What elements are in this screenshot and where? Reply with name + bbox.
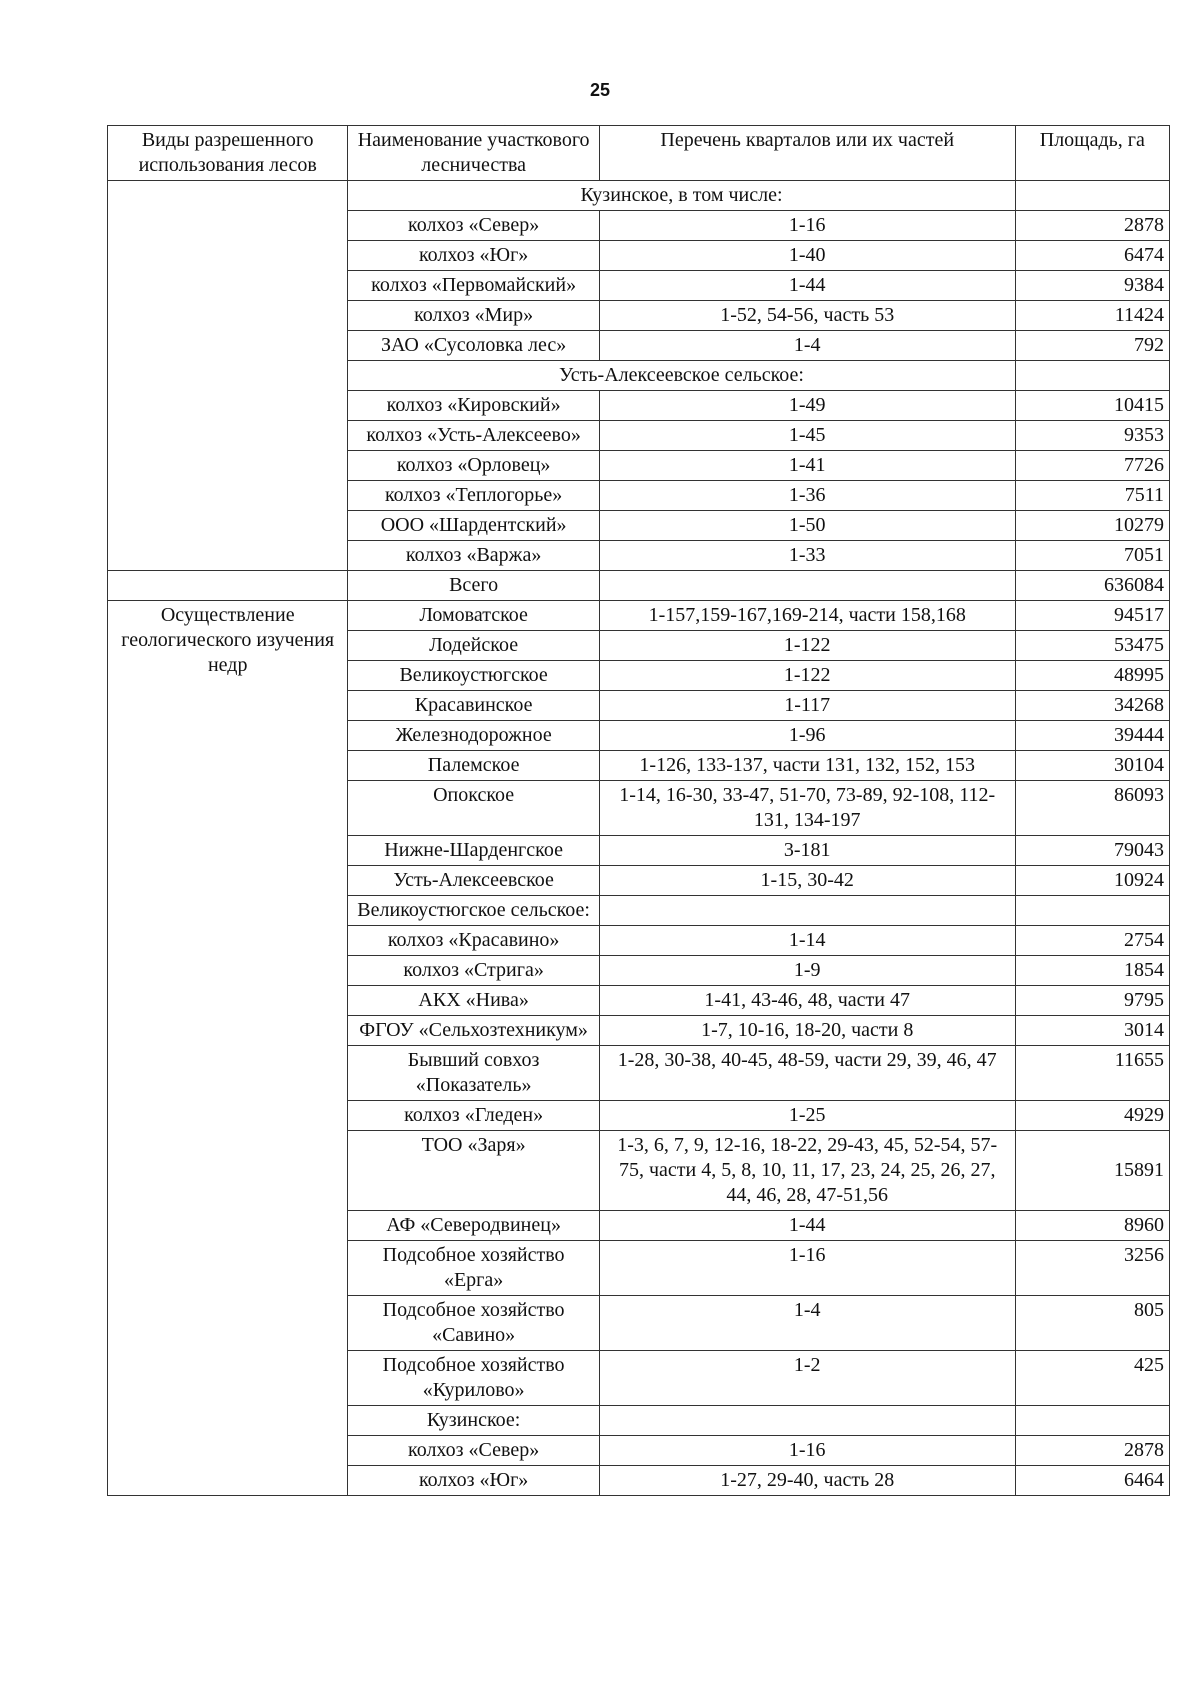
quarters-cell bbox=[599, 896, 1015, 926]
area-cell: 1854 bbox=[1015, 956, 1169, 986]
subsection-title: Кузинское: bbox=[348, 1406, 599, 1436]
quarters-cell: 1-2 bbox=[599, 1351, 1015, 1406]
name-cell: колхоз «Стрига» bbox=[348, 956, 599, 986]
header-quarters: Перечень кварталов или их частей bbox=[599, 126, 1015, 181]
area-cell: 9384 bbox=[1015, 271, 1169, 301]
name-cell: АКХ «Нива» bbox=[348, 986, 599, 1016]
section-row bbox=[108, 181, 1170, 211]
quarters-cell: 1-4 bbox=[599, 331, 1015, 361]
quarters-cell: 1-36 bbox=[599, 481, 1015, 511]
name-cell: АФ «Северодвинец» bbox=[348, 1211, 599, 1241]
area-cell: 11655 bbox=[1015, 1046, 1169, 1101]
area-cell: 8960 bbox=[1015, 1211, 1169, 1241]
quarters-cell: 1-14, 16-30, 33-47, 51-70, 73-89, 92-108, 112-131, 134-197 bbox=[599, 781, 1015, 836]
name-cell: Железнодорожное bbox=[348, 721, 599, 751]
quarters-cell: 1-25 bbox=[599, 1101, 1015, 1131]
name-cell: Подсобное хозяйство «Савино» bbox=[348, 1296, 599, 1351]
quarters-cell: 1-40 bbox=[599, 241, 1015, 271]
name-cell: Усть-Алексеевское bbox=[348, 866, 599, 896]
area-cell: 2754 bbox=[1015, 926, 1169, 956]
area-cell: 9353 bbox=[1015, 421, 1169, 451]
name-cell: колхоз «Усть-Алексеево» bbox=[348, 421, 599, 451]
page-number: 25 bbox=[589, 80, 611, 100]
quarters-cell: 1-16 bbox=[599, 1436, 1015, 1466]
area-cell: 10415 bbox=[1015, 391, 1169, 421]
section-title: Кузинское, в том числе: bbox=[348, 181, 1015, 211]
header-use: Виды разрешенного использования лесов bbox=[108, 126, 348, 181]
name-cell: Великоустюгское bbox=[348, 661, 599, 691]
use-cell-empty bbox=[108, 571, 348, 601]
forest-use-table bbox=[107, 125, 1170, 1496]
name-cell: Подсобное хозяйство «Ерга» bbox=[348, 1241, 599, 1296]
quarters-cell: 1-122 bbox=[599, 631, 1015, 661]
quarters-cell bbox=[599, 571, 1015, 601]
table-header-row bbox=[108, 126, 1170, 181]
area-cell: 9795 bbox=[1015, 986, 1169, 1016]
quarters-cell: 1-3, 6, 7, 9, 12-16, 18-22, 29-43, 45, 52-54, 57-75, части 4, 5, 8, 10, 11, 17, 23, 24, 25, 26, 27, 44, 46, 28, 47-51,56 bbox=[599, 1131, 1015, 1211]
quarters-cell: 1-16 bbox=[599, 1241, 1015, 1296]
name-cell: колхоз «Гледен» bbox=[348, 1101, 599, 1131]
area-cell: 53475 bbox=[1015, 631, 1169, 661]
name-cell: колхоз «Север» bbox=[348, 1436, 599, 1466]
quarters-cell: 1-126, 133-137, части 131, 132, 152, 153 bbox=[599, 751, 1015, 781]
name-cell: колхоз «Варжа» bbox=[348, 541, 599, 571]
subsection-title: Великоустюгское сельское: bbox=[348, 896, 599, 926]
area-cell bbox=[1015, 181, 1169, 211]
total-area: 636084 bbox=[1015, 571, 1169, 601]
area-cell bbox=[1015, 1406, 1169, 1436]
area-cell bbox=[1015, 361, 1169, 391]
quarters-cell: 1-41, 43-46, 48, части 47 bbox=[599, 986, 1015, 1016]
area-cell: 11424 bbox=[1015, 301, 1169, 331]
quarters-cell: 1-52, 54-56, часть 53 bbox=[599, 301, 1015, 331]
quarters-cell: 1-16 bbox=[599, 211, 1015, 241]
area-cell: 2878 bbox=[1015, 1436, 1169, 1466]
total-row bbox=[108, 571, 1170, 601]
quarters-cell: 1-50 bbox=[599, 511, 1015, 541]
quarters-cell: 1-49 bbox=[599, 391, 1015, 421]
quarters-cell: 3-181 bbox=[599, 836, 1015, 866]
quarters-cell: 1-15, 30-42 bbox=[599, 866, 1015, 896]
name-cell: ТОО «Заря» bbox=[348, 1131, 599, 1211]
area-cell: 2878 bbox=[1015, 211, 1169, 241]
area-cell: 7511 bbox=[1015, 481, 1169, 511]
area-cell: 4929 bbox=[1015, 1101, 1169, 1131]
use-cell-empty bbox=[108, 181, 348, 571]
table-row bbox=[108, 601, 1170, 631]
name-cell: Опокское bbox=[348, 781, 599, 836]
name-cell: Палемское bbox=[348, 751, 599, 781]
use-cell: Осуществление геологического изучения недр bbox=[108, 601, 348, 1496]
quarters-cell: 1-45 bbox=[599, 421, 1015, 451]
name-cell: колхоз «Красавино» bbox=[348, 926, 599, 956]
name-cell: Нижне-Шарденгское bbox=[348, 836, 599, 866]
name-cell: колхоз «Кировский» bbox=[348, 391, 599, 421]
name-cell: колхоз «Первомайский» bbox=[348, 271, 599, 301]
area-cell: 10924 bbox=[1015, 866, 1169, 896]
area-cell: 6464 bbox=[1015, 1466, 1169, 1496]
area-cell: 79043 bbox=[1015, 836, 1169, 866]
quarters-cell: 1-157,159-167,169-214, части 158,168 bbox=[599, 601, 1015, 631]
area-cell: 94517 bbox=[1015, 601, 1169, 631]
area-cell: 805 bbox=[1015, 1296, 1169, 1351]
name-cell: ООО «Шардентский» bbox=[348, 511, 599, 541]
quarters-cell: 1-28, 30-38, 40-45, 48-59, части 29, 39, 46, 47 bbox=[599, 1046, 1015, 1101]
quarters-cell: 1-33 bbox=[599, 541, 1015, 571]
area-cell: 39444 bbox=[1015, 721, 1169, 751]
quarters-cell: 1-44 bbox=[599, 1211, 1015, 1241]
header-area: Площадь, га bbox=[1015, 126, 1169, 181]
name-cell: Бывший совхоз «Показатель» bbox=[348, 1046, 599, 1101]
quarters-cell: 1-117 bbox=[599, 691, 1015, 721]
quarters-cell: 1-41 bbox=[599, 451, 1015, 481]
area-cell: 30104 bbox=[1015, 751, 1169, 781]
name-cell: Ломоватское bbox=[348, 601, 599, 631]
quarters-cell: 1-14 bbox=[599, 926, 1015, 956]
section-title: Усть-Алексеевское сельское: bbox=[348, 361, 1015, 391]
name-cell: Красавинское bbox=[348, 691, 599, 721]
area-cell: 7051 bbox=[1015, 541, 1169, 571]
quarters-cell: 1-7, 10-16, 18-20, части 8 bbox=[599, 1016, 1015, 1046]
area-cell: 6474 bbox=[1015, 241, 1169, 271]
area-cell: 3014 bbox=[1015, 1016, 1169, 1046]
area-cell: 48995 bbox=[1015, 661, 1169, 691]
name-cell: ФГОУ «Сельхозтехникум» bbox=[348, 1016, 599, 1046]
area-cell: 7726 bbox=[1015, 451, 1169, 481]
name-cell: колхоз «Юг» bbox=[348, 1466, 599, 1496]
area-cell: 792 bbox=[1015, 331, 1169, 361]
area-cell: 10279 bbox=[1015, 511, 1169, 541]
area-cell: 425 bbox=[1015, 1351, 1169, 1406]
quarters-cell: 1-44 bbox=[599, 271, 1015, 301]
quarters-cell: 1-122 bbox=[599, 661, 1015, 691]
quarters-cell: 1-96 bbox=[599, 721, 1015, 751]
quarters-cell: 1-27, 29-40, часть 28 bbox=[599, 1466, 1015, 1496]
area-cell: 15891 bbox=[1015, 1131, 1169, 1211]
quarters-cell bbox=[599, 1406, 1015, 1436]
name-cell: колхоз «Орловец» bbox=[348, 451, 599, 481]
quarters-cell: 1-4 bbox=[599, 1296, 1015, 1351]
area-cell: 3256 bbox=[1015, 1241, 1169, 1296]
total-label: Всего bbox=[348, 571, 599, 601]
quarters-cell: 1-9 bbox=[599, 956, 1015, 986]
name-cell: Подсобное хозяйство «Курилово» bbox=[348, 1351, 599, 1406]
area-cell: 86093 bbox=[1015, 781, 1169, 836]
name-cell: ЗАО «Сусоловка лес» bbox=[348, 331, 599, 361]
name-cell: колхоз «Юг» bbox=[348, 241, 599, 271]
name-cell: колхоз «Север» bbox=[348, 211, 599, 241]
area-cell: 34268 bbox=[1015, 691, 1169, 721]
name-cell: колхоз «Мир» bbox=[348, 301, 599, 331]
header-name: Наименование участкового лесничества bbox=[348, 126, 599, 181]
name-cell: колхоз «Теплогорье» bbox=[348, 481, 599, 511]
area-cell bbox=[1015, 896, 1169, 926]
name-cell: Лодейское bbox=[348, 631, 599, 661]
